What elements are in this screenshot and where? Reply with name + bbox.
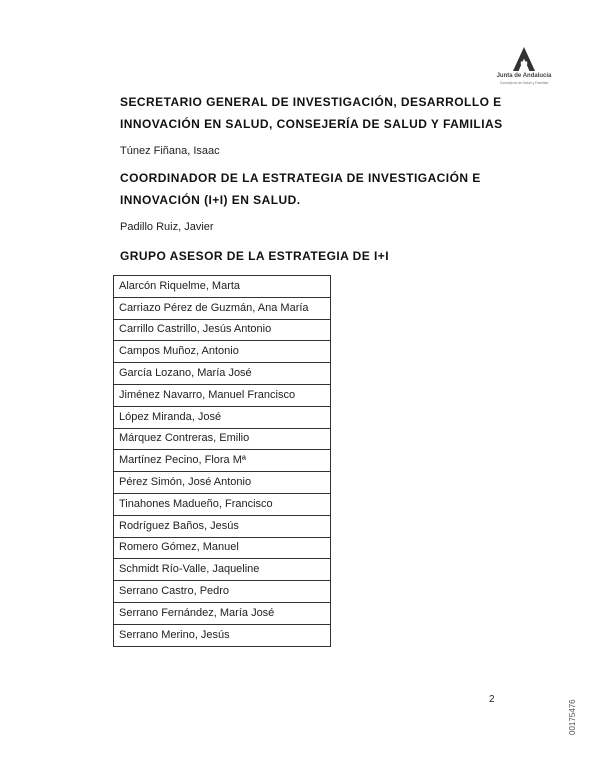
member-name: Serrano Fernández, María José <box>114 602 331 624</box>
table-row <box>114 297 331 319</box>
member-name: Schmidt Río-Valle, Jaqueline <box>114 559 331 581</box>
advisory-group-heading: GRUPO ASESOR DE LA ESTRATEGIA DE I+I <box>120 249 390 263</box>
member-name: Campos Muñoz, Antonio <box>114 341 331 363</box>
member-name: Márquez Contreras, Emilio <box>114 428 331 450</box>
member-name: Rodríguez Baños, Jesús <box>114 515 331 537</box>
table-row <box>114 559 331 581</box>
member-name: García Lozano, María José <box>114 363 331 385</box>
table-row <box>114 624 331 646</box>
table-row <box>114 319 331 341</box>
member-name: Carriazo Pérez de Guzmán, Ana María <box>114 297 331 319</box>
table-row <box>114 341 331 363</box>
junta-andalucia-emblem-icon <box>511 46 537 72</box>
table-row <box>114 493 331 515</box>
member-name: Pérez Simón, José Antonio <box>114 472 331 494</box>
coordinator-heading: COORDINADOR DE LA ESTRATEGIA DE INVESTIGACIÓN E INNOVACIÓN (I+I) EN SALUD. <box>120 171 481 207</box>
member-name: Carrillo Castrillo, Jesús Antonio <box>114 319 331 341</box>
member-name: Martínez Pecino, Flora Mª <box>114 450 331 472</box>
table-row <box>114 472 331 494</box>
table-row <box>114 515 331 537</box>
member-name: Alarcón Riquelme, Marta <box>114 276 331 298</box>
document-side-code: 00175476 <box>568 699 577 735</box>
table-row <box>114 537 331 559</box>
table-row <box>114 276 331 298</box>
member-name: Serrano Merino, Jesús <box>114 624 331 646</box>
advisory-group-table <box>113 275 331 647</box>
logo-title: Junta de Andalucía <box>496 73 552 79</box>
table-row <box>114 384 331 406</box>
page-number: 2 <box>489 694 495 705</box>
logo-subtitle: Consejería de Salud y Familias <box>499 81 549 85</box>
member-name: Serrano Castro, Pedro <box>114 581 331 603</box>
table-row <box>114 363 331 385</box>
secretary-name: Túnez Fiñana, Isaac <box>120 145 220 157</box>
junta-de-andalucia-logo <box>494 44 554 92</box>
table-row <box>114 450 331 472</box>
coordinator-name: Padillo Ruiz, Javier <box>120 221 214 233</box>
secretary-heading: SECRETARIO GENERAL DE INVESTIGACIÓN, DESARROLLO E INNOVACIÓN EN SALUD, CONSEJERÍA DE SALUD Y FAMILIAS <box>120 95 503 131</box>
table-row <box>114 406 331 428</box>
table-row <box>114 602 331 624</box>
member-name: Jiménez Navarro, Manuel Francisco <box>114 384 331 406</box>
member-name: Romero Gómez, Manuel <box>114 537 331 559</box>
table-row <box>114 428 331 450</box>
table-row <box>114 581 331 603</box>
member-name: Tinahones Madueño, Francisco <box>114 493 331 515</box>
member-name: López Miranda, José <box>114 406 331 428</box>
